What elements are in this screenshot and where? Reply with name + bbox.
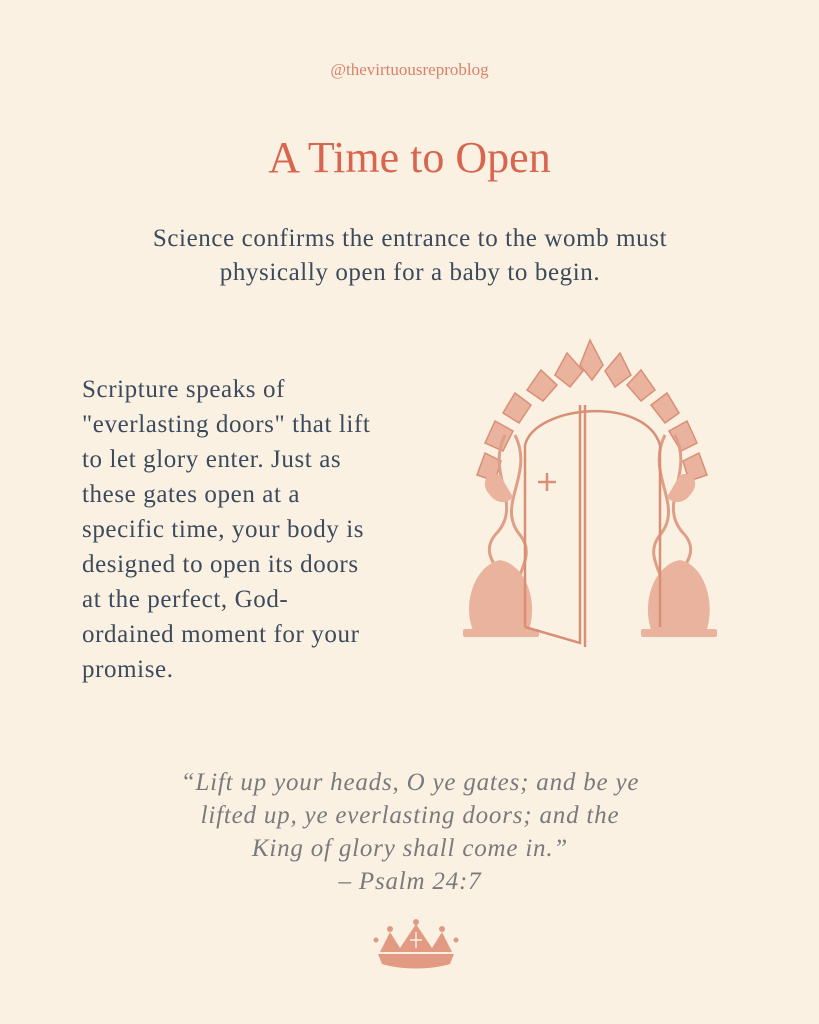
quote-line: “Lift up your heads, O ye gates; and be ye xyxy=(180,769,640,796)
quote-line: King of glory shall come in.” xyxy=(251,835,569,862)
body-line: these gates open at a xyxy=(82,481,301,508)
body-line: Scripture speaks of xyxy=(82,376,286,403)
scripture-quote xyxy=(150,766,670,898)
page-title: A Time to Open xyxy=(268,133,551,182)
quote-line: lifted up, ye everlasting doors; and the xyxy=(200,802,620,829)
body-paragraph xyxy=(82,372,447,687)
body-line: designed to open its doors xyxy=(82,551,359,578)
body-line: specific time, your body is xyxy=(82,516,365,543)
account-handle: @thevirtuousreproblog xyxy=(330,60,489,79)
intro-paragraph: Science confirms the entrance to the womb must physically open for a baby to begin. xyxy=(152,225,668,286)
arched-gate-icon xyxy=(455,335,725,650)
crown-icon xyxy=(370,918,462,970)
body-line: ordained moment for your xyxy=(82,621,360,648)
body-line: at the perfect, God- xyxy=(82,586,289,613)
body-line: promise. xyxy=(82,656,174,683)
body-line: "everlasting doors" that lift xyxy=(82,411,371,438)
body-line: to let glory enter. Just as xyxy=(82,446,342,473)
quote-citation: – Psalm 24:7 xyxy=(338,868,482,895)
